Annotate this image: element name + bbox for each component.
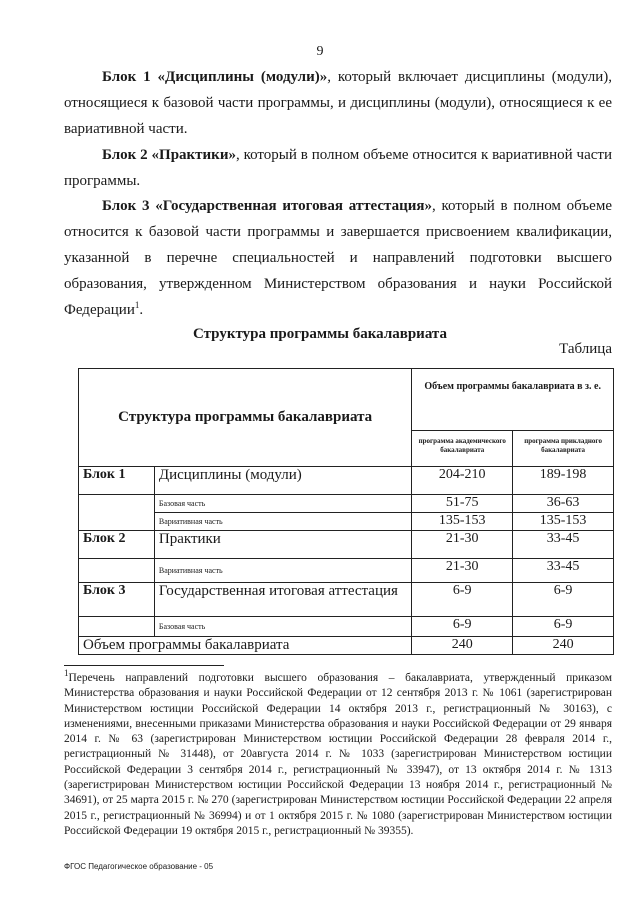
footnote-mark: 1 [64,668,69,679]
empty-cell [79,559,155,583]
block-1-heading: Блок 1 «Дисциплины (модули)» [102,69,328,85]
table-header-row [79,369,614,431]
table-row [79,531,614,559]
footnote [64,668,612,839]
paragraph-block-3 [64,193,612,323]
row-name: Государственная итоговая аттестация [154,583,411,617]
table-row [79,559,614,583]
table-row [79,617,614,637]
row-name: Вариативная часть [154,513,411,531]
row-name: Практики [154,531,411,559]
applied-value: 33-45 [513,531,614,559]
header-applied: программа прикладного бакалавриата [513,431,614,467]
table-row [79,583,614,617]
row-name: Базовая часть [154,495,411,513]
header-academic: программа академического бакалавриата [412,431,513,467]
applied-value: 33-45 [513,559,614,583]
footnote-divider [64,665,224,666]
footnote-text: Перечень направлений подготовки высшего образования – бакалавриата, утвержденный приказом Министерства образования и науки Российской Федерации от 12 сентября 2013 г. № 1061 (зарегистрирован Министерством юстиции Российской Федерации 14 октября 2013 г., регистрационный № 30163), с изменениями, внесенными приказами Министерства образования и науки Российской Федерации от 29 января 2014 г. № 63 (зарегистрирован Министерством юстиции Российской Федерации 28 февраля 2014 г., регистрационный № 31448), от 20августа 2014 г. № 1033 (зарегистрирован Министерством юстиции Российской Федерации 3 сентября 2014 г., регистрационный № 33947), от 13 октября 2014 г. № 1313 (зарегистрирован Министерством юстиции Российской Федерации 13 ноября 2014 г., регистрационный № 34691), от 25 марта 2015 г. № 270 (зарегистрирован Министерством юстиции Российской Федерации 22 апреля 2015 г., регистрационный № 36994) и от 1 октября 2015 г. № 1080 (зарегистрирован Министерством юстиции Российской Федерации 19 октября 2015 г., регистрационный № 39355). [64,672,612,837]
table-row [79,513,614,531]
empty-cell [79,495,155,531]
academic-value: 51-75 [412,495,513,513]
applied-value: 6-9 [513,617,614,637]
academic-value: 135-153 [412,513,513,531]
academic-value: 21-30 [412,559,513,583]
block-3-heading: Блок 3 «Государственная итоговая аттестация» [102,198,433,214]
applied-value: 6-9 [513,583,614,617]
applied-value: 189-198 [513,467,614,495]
row-name: Вариативная часть [154,559,411,583]
header-volume: Объем программы бакалавриата в з. е. [412,369,614,431]
applied-value: 36-63 [513,495,614,513]
block-2-heading: Блок 2 «Практики» [102,147,236,163]
footnote-reference[interactable]: 1 [134,300,140,310]
academic-value: 6-9 [412,617,513,637]
table-row [79,467,614,495]
total-applied: 240 [513,637,614,655]
page-number: 9 [316,44,324,59]
block-3-text: , который в полном объеме относится к базовой части программы и завершается присвоением квалификации, указанной в перечне специальностей и направлений подготовки высшего образования, утвержденном Министерством образования и науки Российской Федерации [64,198,612,318]
block-3-end: . [139,302,144,318]
total-label: Объем программы бакалавриата [79,637,412,655]
block-label: Блок 3 [79,583,155,617]
row-name: Дисциплины (модули) [154,467,411,495]
block-1-text: , который включает дисциплины (модули), относящиеся к базовой части программы, и дисциплины (модули), относящиеся к ее вариативной части. [64,69,613,137]
row-name: Базовая часть [154,617,411,637]
page-footer: ФГОС Педагогическое образование - 05 [64,862,214,871]
block-2-text: , который в полном объеме относится к вариативной части программы. [64,147,612,189]
block-label: Блок 1 [79,467,155,495]
table-title: Структура программы бакалавриата [193,326,447,342]
paragraph-block-1 [64,64,612,142]
table-total-row [79,637,614,655]
academic-value: 21-30 [412,531,513,559]
paragraph-block-2 [64,142,612,194]
empty-cell [79,617,155,637]
academic-value: 6-9 [412,583,513,617]
table-row [79,495,614,513]
academic-value: 204-210 [412,467,513,495]
table-caption: Таблица [559,341,612,357]
applied-value: 135-153 [513,513,614,531]
block-label: Блок 2 [79,531,155,559]
header-structure: Структура программы бакалавриата [79,369,412,467]
total-academic: 240 [412,637,513,655]
program-structure-table [78,368,614,655]
